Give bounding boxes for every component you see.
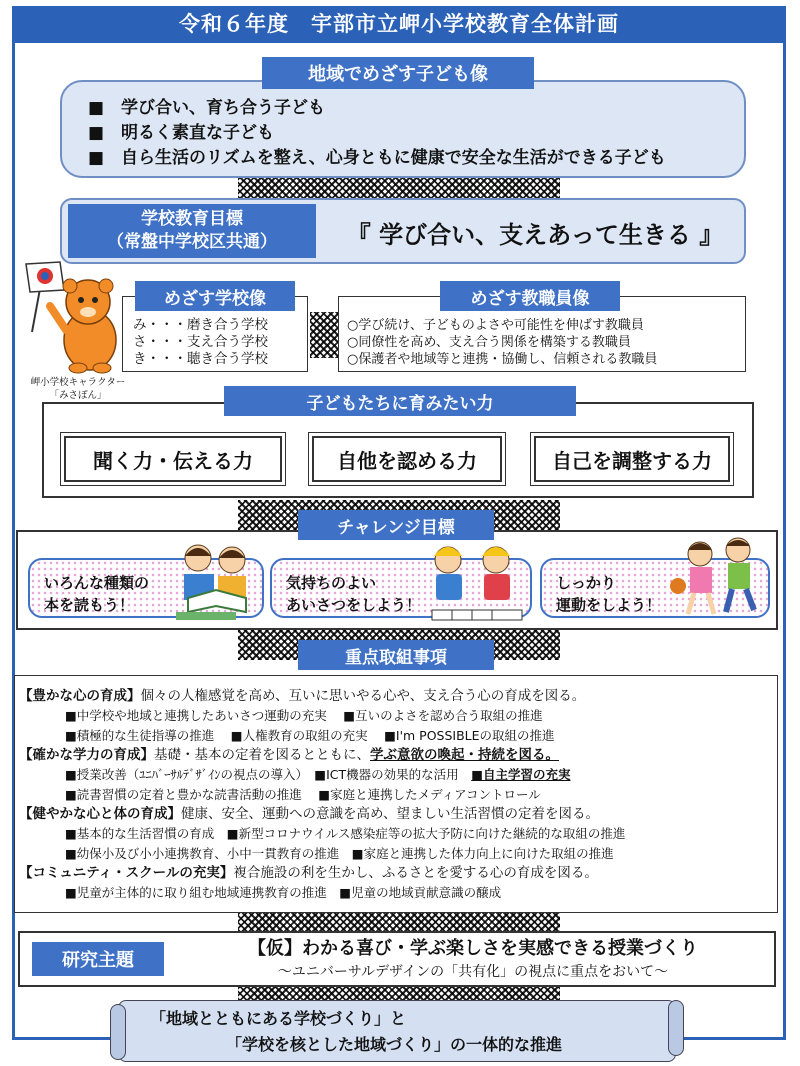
focus-label: 重点取組事項: [298, 640, 494, 670]
research-label: 研究主題: [32, 942, 164, 976]
staff-image-item: ○保護者や地域等と連携・協働し、信頼される教職員: [347, 352, 658, 367]
vision-box: [60, 80, 746, 178]
focus-heading: 【確かな学力の育成】: [19, 747, 154, 763]
vision-label: 地域でめざす子ども像: [262, 57, 534, 89]
focus-heading: 【コミュニティ・スクールの充実】: [19, 865, 234, 881]
staff-image-item: ○学び続け、子どものよさや可能性を伸ばす教職員: [347, 318, 644, 333]
mascot-caption-line1: 岬小学校キャラクター: [30, 377, 126, 388]
focus-subitem-text: ■授業改善（ﾕﾆﾊﾞｰｻﾙﾃﾞｻﾞｲﾝの視点の導入） ■ICT機器の効果的な活用: [65, 767, 472, 782]
focus-text: 健康、安全、運動への意識を高め、望ましい生活習慣の定着を図る。: [181, 806, 599, 822]
focus-subitem: ■読書習慣の定着と豊かな読書活動の推進 ■家庭と連携したメディアコントロール: [65, 786, 541, 802]
focus-section: [19, 745, 777, 765]
connector-pattern: [238, 178, 560, 198]
goal-text: 『 学び合い、支えあって生きる 』: [346, 220, 724, 249]
mascot-illustration: [20, 260, 132, 378]
mascot-caption: [18, 376, 138, 402]
focus-text: 基礎・基本の定着を図るとともに、: [154, 747, 370, 763]
focus-subitem: [19, 765, 777, 785]
school-image-item: き・・・聴き合う学校: [133, 351, 268, 367]
scroll-end-left: [110, 1004, 126, 1060]
reading-children-illustration: [168, 538, 264, 624]
focus-subitem: ■児童が主体的に取り組む地域連携教育の推進 ■児童の地域貢献意識の醸成: [65, 885, 502, 900]
focus-text-emphasis: 学ぶ意欲の喚起・持続を図る。: [370, 747, 559, 763]
power-item: 自他を認める力: [312, 436, 502, 482]
focus-subitem: ■積極的な生徒指導の推進 ■人権教育の取組の充実 ■I'm POSSIBLEの取組の推進: [65, 727, 555, 743]
challenge-label: チャレンジ目標: [298, 510, 494, 540]
bottom-line2: 「学校を核とした地域づくり」の一体的な推進: [226, 1035, 563, 1054]
mascot-caption-line2: 「みさぽん」: [49, 390, 107, 401]
focus-subitem-emphasis: ■自主学習の充実: [471, 767, 571, 782]
goal-label-line1: 学校教育目標: [141, 209, 243, 229]
goal-label-line2: （常盤中学校区共通）: [107, 232, 277, 252]
focus-box: [14, 675, 778, 913]
school-image-item: み・・・磨き合う学校: [133, 317, 268, 333]
powers-label: 子どもたちに育みたい力: [224, 386, 576, 416]
focus-section: [19, 686, 777, 706]
page-title: 令和６年度 宇部市立岬小学校教育全体計画: [12, 6, 786, 40]
scroll-end-right: [668, 1000, 684, 1056]
vision-item: ■ 自ら生活のリズムを整え、心身ともに健康で安全な生活ができる子ども: [88, 148, 666, 168]
staff-image-item: ○同僚性を高め、支え合う関係を構築する教職員: [347, 335, 631, 350]
goal-label: [68, 204, 316, 258]
challenge-line: いろんな種類の: [44, 574, 150, 592]
connector-pattern: [238, 987, 560, 1000]
focus-subitem: ■幼保小及び小小連携教育、小中一貫教育の推進 ■家庭と連携した体力向上に向けた取組の推進: [65, 845, 614, 861]
vision-item: ■ 学び合い、育ち合う子ども: [88, 98, 326, 118]
school-image-item: さ・・・支え合う学校: [133, 334, 268, 350]
focus-text: 複合施設の利を生かし、ふるさとを愛する心の育成を図る。: [233, 865, 598, 881]
challenge-line: 本を読もう！: [44, 596, 135, 614]
focus-heading: 【豊かな心の育成】: [19, 688, 141, 704]
focus-section: [19, 804, 777, 824]
challenge-line: 運動をしよう！: [556, 596, 662, 614]
exercise-children-illustration: [664, 534, 772, 622]
power-item: 自己を調整する力: [534, 436, 730, 482]
focus-heading: 【健やかな心と体の育成】: [19, 806, 181, 822]
research-title: 【仮】わかる喜び・学ぶ楽しさを実感できる授業づくり: [248, 938, 698, 959]
bottom-line1: 「地域とともにある学校づくり」と: [150, 1009, 407, 1028]
challenge-line: あいさつをしよう！: [286, 596, 422, 614]
research-subtitle: ～ユニバーサルデザインの「共有化」の視点に重点をおいて～: [277, 964, 669, 980]
focus-subitem: ■基本的な生活習慣の育成 ■新型コロナウイルス感染症等の拡大予防に向けた継続的な取組の推進: [65, 826, 626, 841]
focus-section: [19, 863, 777, 883]
power-item: 聞く力・伝える力: [64, 436, 282, 482]
challenge-line: しっかり: [556, 574, 617, 592]
vision-item: ■ 明るく素直な子ども: [88, 123, 275, 143]
connector-pattern: [310, 312, 338, 358]
focus-subitem: ■中学校や地域と連携したあいさつ運動の充実 ■互いのよさを認め合う取組の推進: [65, 708, 543, 723]
challenge-line: 気持ちのよい: [286, 574, 377, 592]
greeting-children-illustration: [412, 538, 530, 624]
focus-text: 個々の人権感覚を高め、互いに思いやる心や、支え合う心の育成を図る。: [140, 688, 586, 704]
staff-image-label: めざす教職員像: [440, 281, 620, 311]
connector-pattern: [238, 913, 560, 931]
school-image-label: めざす学校像: [135, 281, 295, 311]
